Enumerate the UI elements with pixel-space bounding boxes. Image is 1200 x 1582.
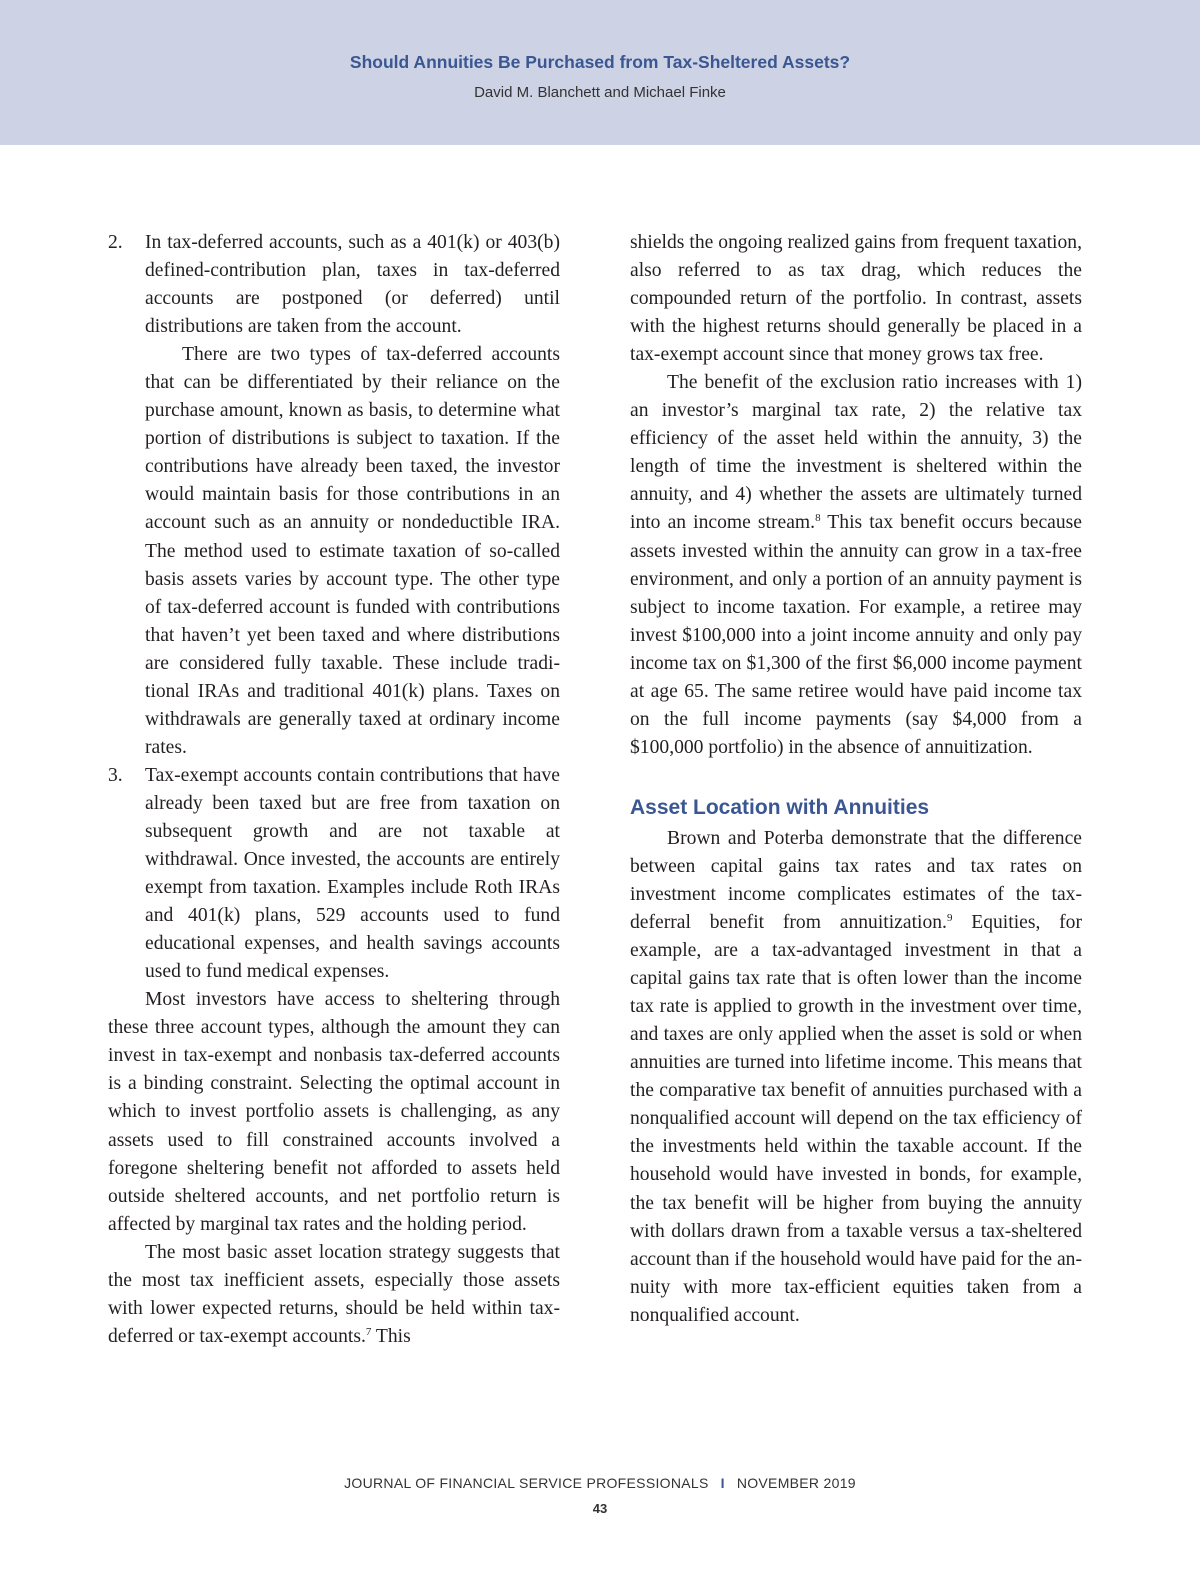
- body-paragraph: [630, 369, 1082, 762]
- body-paragraph: [630, 825, 1082, 1330]
- footer-separator: I: [720, 1475, 725, 1491]
- left-column: [108, 229, 560, 1351]
- list-item-paragraph: There are two types of tax-deferred accounts that can be differentiated by their reliance on the purchase amount, known as basis, to determine what portion of distributions is subject to taxation. If the contributions have already been taxed, the investor would maintain basis for those contributions in an account such as an annuity or nondeductible IRA. The method used to estimate taxation of so-called basis assets varies by account type. The other type of tax-deferred account is funded with contributions that haven’t yet been taxed and where distributions are considered fully taxable. These include traditional IRAs and traditional 401(k) plans. Taxes on withdrawals are generally taxed at ordinary income rates.: [145, 344, 560, 758]
- article-authors: David M. Blanchett and Michael Finke: [474, 84, 726, 101]
- paragraph-text: The benefit of the exclusion ratio increases with 1) an investor’s marginal tax rate, 2) the relative tax efficiency of the asset held within the annuity, 3) the length of time the investment is sheltered within the annuity, and 4) whether the assets are ultimately turned into an income stream.: [630, 372, 1082, 534]
- paragraph-text: This: [371, 1325, 411, 1347]
- section-heading: Asset Location with Annuities: [630, 795, 930, 819]
- list-item-3: [108, 762, 560, 986]
- body-paragraph: Most investors have access to sheltering through these three account types, although the amount they can invest in tax-exempt and nonbasis tax-deferred accounts is a binding constraint. Selecting the optimal account in which to invest portfolio assets is challenging, as any assets used to fill constrained accounts involved a foregone sheltering benefit not afforded to assets held outside sheltered accounts, and net portfolio return is affected by marginal tax rates and the holding period.: [108, 989, 560, 1235]
- paragraph-text: The most basic asset location strategy suggests that the most tax inefficient assets, especially those assets with lower expected returns, should be held within tax-deferred or tax-exempt accounts.: [108, 1241, 560, 1347]
- list-number: 2.: [108, 232, 123, 253]
- journal-name: JOURNAL OF FINANCIAL SERVICE PROFESSIONALS: [344, 1475, 709, 1491]
- right-column: [630, 229, 1082, 1330]
- paragraph-text: Brown and Poterba demonstrate that the difference between capital gains tax rates and tax rates on investment income complicates estimates of the tax-deferral benefit from annuitization.: [630, 827, 1082, 934]
- list-item-2: [108, 229, 560, 762]
- body-paragraph: [108, 1239, 560, 1351]
- footnote-ref: 8: [815, 512, 821, 525]
- header-band: [0, 0, 1200, 145]
- footer: [0, 1475, 1200, 1491]
- footnote-ref: 7: [365, 1325, 372, 1338]
- body-paragraph: shields the ongoing realized gains from frequent taxation, also referred to as tax drag, which reduces the compounded return of the portfolio. In contrast, assets with the highest returns should generally be placed in a tax-exempt account since that money grows tax free.: [630, 232, 1082, 366]
- paragraph-text: This tax benefit occurs because assets invested within the annuity can grow in a tax-free environment, and only a portion of an annuity payment is subject to income taxation. For example, a retiree may invest $100,000 into a joint income annuity and only pay income tax on $1,300 of the first $6,000 income payment at age 65. The same retiree would have paid income tax on the full income payments (say $4,000 from a $100,000 portfolio) in the absence of annuitization.: [630, 512, 1083, 758]
- page-number: 43: [592, 1501, 608, 1516]
- list-item-text: In tax-deferred accounts, such as a 401(k) or 403(b) defined-contribution plan, taxes in tax-deferred accounts are postponed (or deferred) until distributions are taken from the account.: [145, 232, 560, 338]
- paragraph-text: Equities, for example, are a tax-advantaged investment in that a capital gains tax rate that is often lower than the income tax rate is applied to growth in the investment over time, and taxes are only applied when the asset is sold or when annuities are turned into lifetime income. This means that the comparative tax benefit of annuities purchased with a nonqualified account will depend on the tax efficiency of the investments held within the taxable account. If the household would have invested in bonds, for example, the tax benefit will be higher from buying the annuity with dollars drawn from a taxable versus a tax-sheltered account than if the household would have paid for the annuity with more tax-efficient equities taken from a nonqualified account.: [630, 912, 1082, 1326]
- list-item-text: Tax-exempt accounts contain contributions that have already been taxed but are free from taxation on subsequent growth and are not taxable at withdrawal. Once invested, the accounts are entirely exempt from taxation. Examples include Roth IRAs and 401(k) plans, 529 accounts used to fund educational expenses, and health savings accounts used to fund medical expenses.: [145, 764, 560, 983]
- article-title: Should Annuities Be Purchased from Tax-Sheltered Assets?: [349, 52, 851, 72]
- footnote-ref: 9: [946, 912, 953, 925]
- issue-date: NOVEMBER 2019: [736, 1475, 856, 1491]
- list-number: 3.: [108, 764, 123, 786]
